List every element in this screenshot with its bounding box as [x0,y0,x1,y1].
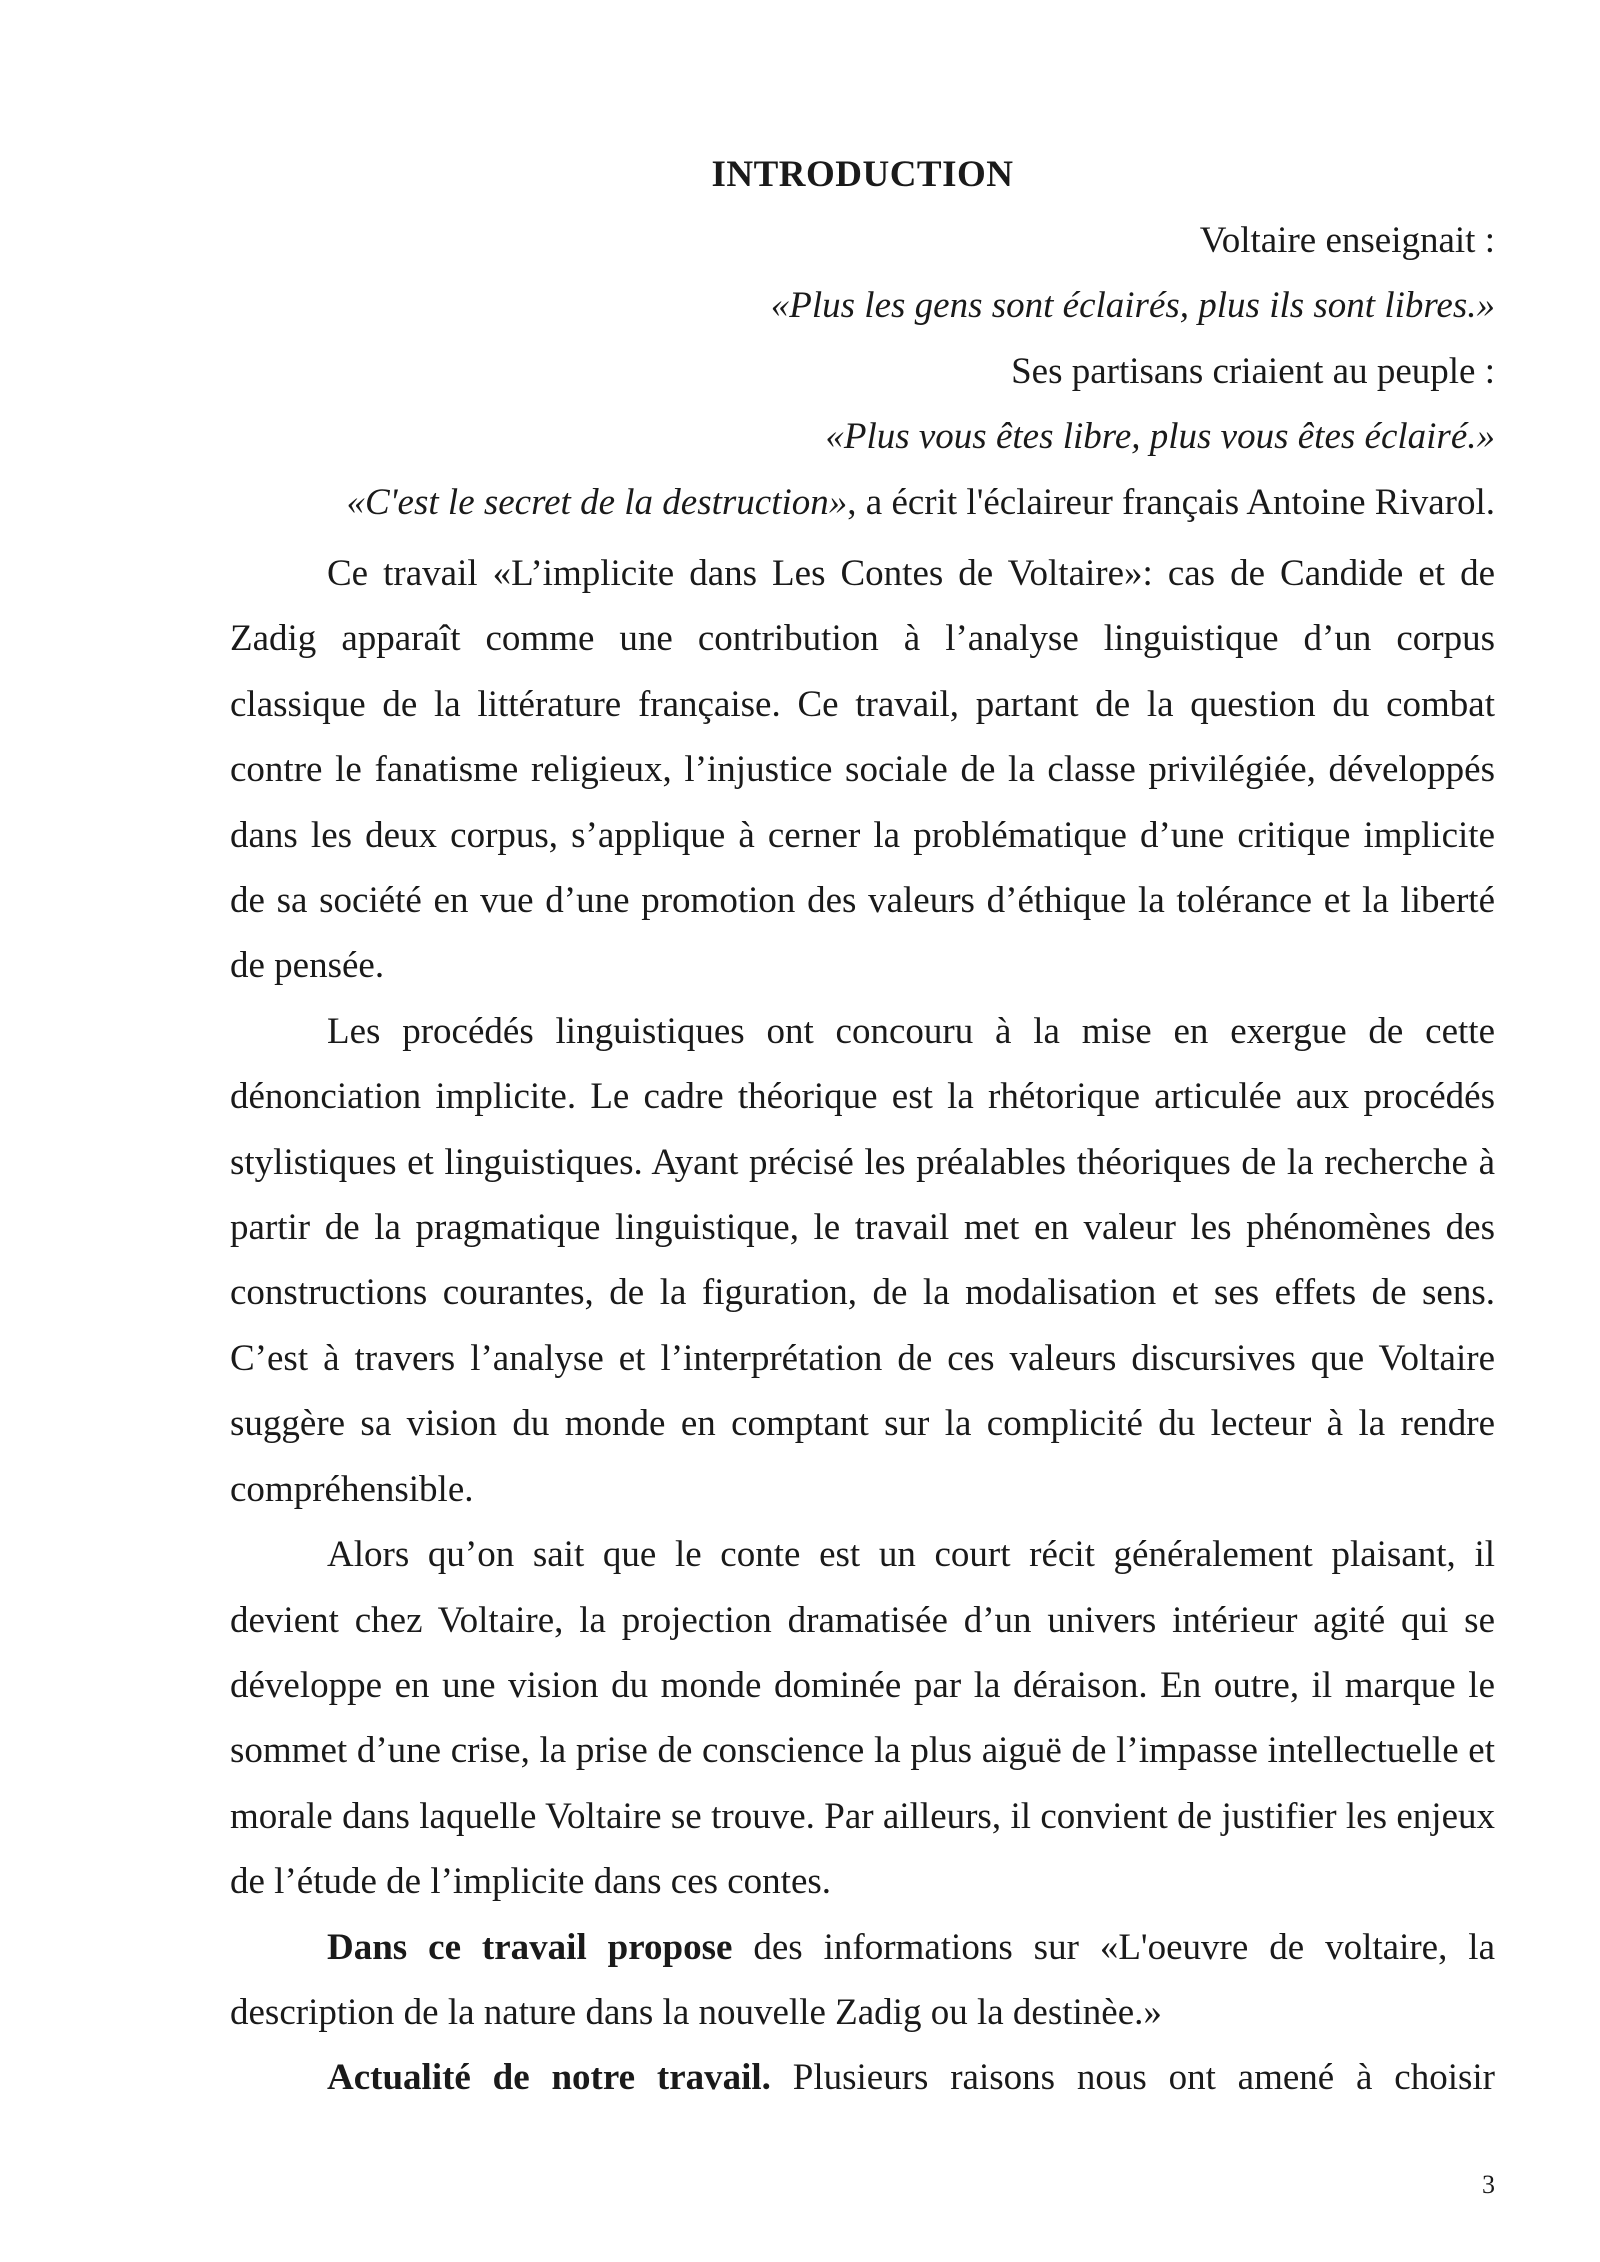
paragraph-1: Ce travail «L’implicite dans Les Contes de Voltaire»: cas de Candide et de Zadig apparaît comme une contribution à l’analyse linguistique d’un corpus classique de la littérature française. Ce travail, partant de la question du combat contre le fanatisme religieux, l’injustice sociale de la classe privilégiée, développés dans les deux corpus, s’applique à cerner la problématique d’une critique implicite de sa société en vue d’une promotion des valeurs d’éthique la tolérance et la liberté de pensée. [230,553,1495,987]
paragraph-3: Alors qu’on sait que le conte est un court récit généralement plaisant, il devient chez Voltaire, la projection dramatisée d’un univers intérieur agité qui se développe en une vision du monde dominée par la déraison. En outre, il marque le sommet d’une crise, la prise de conscience la plus aiguë de l’impasse intellectuelle et morale dans laquelle Voltaire se trouve. Par ailleurs, il convient de justifier les enjeux de l’étude de l’implicite dans ces contes. [230,1534,1495,1903]
epigraph-rivarol-line [230,478,1495,528]
epigraph-partisans-line: Ses partisans criaient au peuple : [1011,351,1495,392]
paragraph-4-bold-lead: Dans ce travail propose [327,1926,733,1968]
paragraph-5 [230,2045,1495,2110]
paragraph-5-bold-lead: Actualité de notre travail. [327,2057,771,2099]
epigraph-quote-rivarol: «C'est le secret de la destruction» [346,482,848,523]
body-text [230,541,1495,2111]
page-title: INTRODUCTION [711,154,1014,195]
epigraph-rivarol-attribution: , a écrit l'éclaireur français Antoine Rivarol. [847,482,1495,523]
epigraph-intro-line: Voltaire enseignait : [1199,220,1495,261]
paragraph-5-text: Plusieurs raisons nous ont amené à choisir [770,2057,1495,2099]
paragraph-4 [230,1915,1495,2046]
epigraph-quote-partisans: «Plus vous êtes libre, plus vous êtes éclairé.» [825,416,1495,457]
paragraph-2: Les procédés linguistiques ont concouru à la mise en exergue de cette dénonciation implicite. Le cadre théorique est la rhétorique articulée aux procédés stylistiques et linguistiques. Ayant précisé les préalables théoriques de la recherche à partir de la pragmatique linguistique, le travail met en valeur les phénomènes des constructions courantes, de la figuration, de la modalisation et ses effets de sens. C’est à travers l’analyse et l’interprétation de ces valeurs discursives que Voltaire suggère sa vision du monde en comptant sur la complicité du lecteur à la rendre compréhensible. [230,1010,1495,1510]
page-number: 3 [1482,2170,1495,2199]
epigraph-quote-voltaire: «Plus les gens sont éclairés, plus ils sont libres.» [770,285,1495,326]
document-page [230,0,1495,2262]
paragraph-4-text: des informations sur «L'oeuvre de voltaire, la description de la nature dans la nouvelle Zadig ou la destinèe.» [230,1926,1495,2033]
